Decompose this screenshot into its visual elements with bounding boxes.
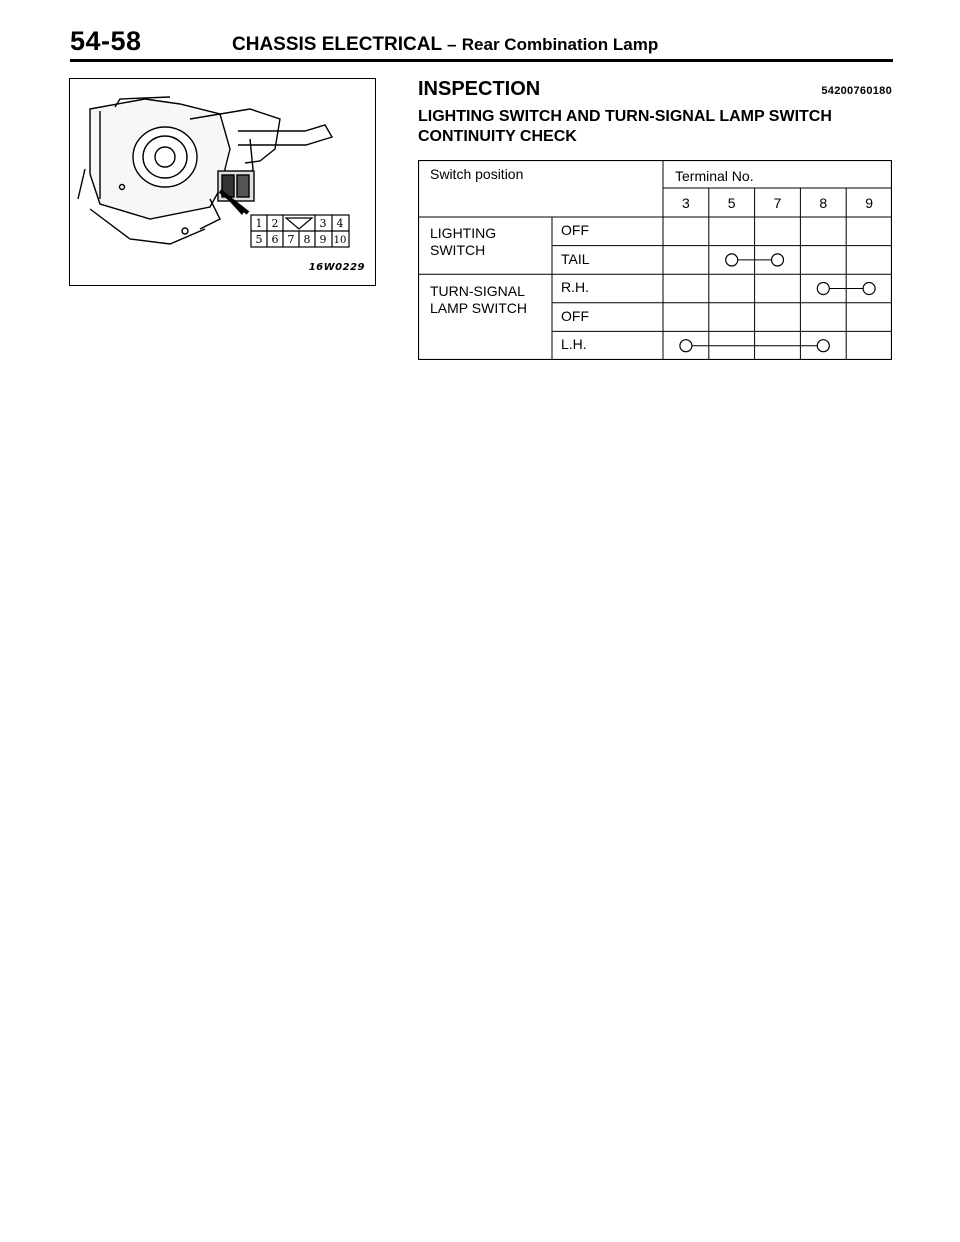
terminal-number-5: 5 [727,195,736,211]
terminal-6: 6 [271,233,279,246]
terminal-7: 7 [287,233,295,246]
terminal-2: 2 [271,217,279,230]
terminal-10: 10 [333,235,347,246]
terminal-4: 4 [336,217,344,230]
continuity-terminal-circle [817,283,829,295]
continuity-table [418,160,892,360]
switch-position-label: OFF [561,307,589,324]
group-name-line2: LAMP SWITCH [430,300,527,316]
section-subtitle: LIGHTING SWITCH AND TURN-SIGNAL LAMP SWITCH CONTINUITY CHECK [418,108,832,145]
group-lighting-switch [430,225,496,259]
continuity-table-grid [418,160,892,360]
switch-position-label: R.H. [561,279,589,296]
terminal-3: 3 [319,217,327,230]
terminal-1: 1 [255,217,263,230]
continuity-terminal-circle [726,254,738,266]
continuity-terminal-circle [863,283,875,295]
switch-position-label: OFF [561,222,589,238]
terminal-number-7: 7 [773,195,782,211]
group-name-line2: SWITCH [430,242,486,258]
switch-position-header: Switch position [430,166,524,182]
continuity-terminal-circle [680,340,692,352]
group-turn-signal-lamp-switch [430,283,527,317]
header-rule [70,59,893,62]
switch-position-label: TAIL [561,250,590,267]
section-code: 54200760180 [821,85,892,97]
switch-connector-figure [69,78,376,286]
header-section: CHASSIS ELECTRICAL [232,34,442,55]
group-name-line1: LIGHTING [430,225,497,241]
page-number: 54-58 [70,26,142,56]
header-subsection: Rear Combination Lamp [461,35,659,54]
terminal-number-9: 9 [865,195,873,211]
terminal-8: 8 [303,233,311,246]
switch-illustration [70,79,376,286]
header-dash: – [447,35,457,54]
page-header-title [232,34,658,56]
continuity-terminal-circle [817,340,829,352]
terminal-5: 5 [255,233,263,246]
table-border [419,161,892,360]
switch-position-label: L.H. [561,336,587,353]
terminal-9: 9 [319,233,327,246]
terminal-number-8: 8 [819,195,828,211]
section-title: INSPECTION [418,78,541,100]
terminal-header: Terminal No. [675,168,754,184]
figure-label: 16W0229 [308,262,365,273]
terminal-number-3: 3 [682,195,690,211]
continuity-terminal-circle [772,254,784,266]
group-name-line1: TURN-SIGNAL [430,283,525,299]
